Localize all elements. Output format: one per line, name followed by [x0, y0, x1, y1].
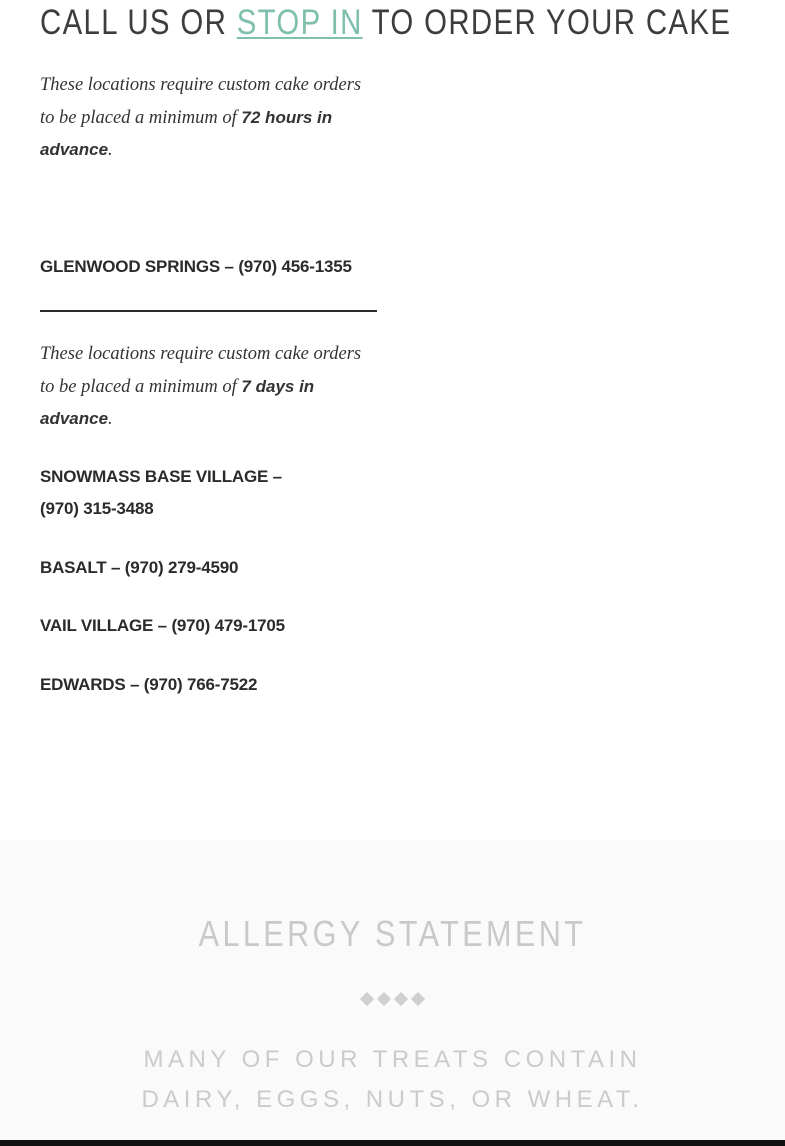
location-edwards[interactable]: EDWARDS – (970) 766-7522: [40, 675, 258, 694]
section-72-hours: [40, 70, 380, 167]
location-glenwood-springs[interactable]: GLENWOOD SPRINGS – (970) 456-1355: [40, 257, 352, 276]
note-text: These locations require custom cake orders to be placed a minimum of: [40, 344, 362, 397]
page-headline: [40, 3, 731, 43]
note-period: .: [108, 409, 113, 429]
location-basalt[interactable]: BASALT – (970) 279-4590: [40, 558, 239, 577]
diamond-icon: [411, 992, 425, 1006]
diamond-icon: [394, 992, 408, 1006]
location-vail-village[interactable]: VAIL VILLAGE – (970) 479-1705: [40, 616, 285, 635]
allergy-title: ALLERGY STATEMENT: [198, 913, 587, 954]
section-divider: [40, 310, 377, 312]
allergy-line-1: MANY OF OUR TREATS CONTAIN: [143, 1046, 642, 1073]
locations-72-hours: [40, 251, 380, 283]
lead-time-note: [40, 339, 380, 436]
lead-time-note: [40, 70, 380, 167]
note-emphasis: 72 hours in advance: [40, 107, 333, 159]
location-snowmass-base-village[interactable]: SNOWMASS BASE VILLAGE – (970) 315-3488: [40, 467, 282, 518]
location-item: [40, 552, 380, 584]
diamond-icon: [377, 992, 391, 1006]
note-text: These locations require custom cake orders to be placed a minimum of: [40, 75, 362, 128]
note-emphasis: 7 days in advance: [40, 376, 315, 428]
stop-in-link[interactable]: STOP IN: [236, 3, 363, 42]
location-item: [40, 610, 380, 642]
decorative-divider: [0, 994, 785, 1004]
allergy-line-2: DAIRY, EGGS, NUTS, OR WHEAT.: [141, 1086, 644, 1113]
bottom-bar: [0, 1140, 785, 1146]
section-7-days: [40, 339, 380, 436]
headline-suffix: TO ORDER YOUR CAKE: [362, 3, 732, 42]
location-item: [40, 461, 300, 525]
allergy-statement: [0, 1040, 785, 1120]
note-period: .: [108, 140, 113, 160]
diamond-icon: [360, 992, 374, 1006]
headline-prefix: CALL US OR: [40, 3, 237, 42]
location-item: [40, 669, 380, 701]
